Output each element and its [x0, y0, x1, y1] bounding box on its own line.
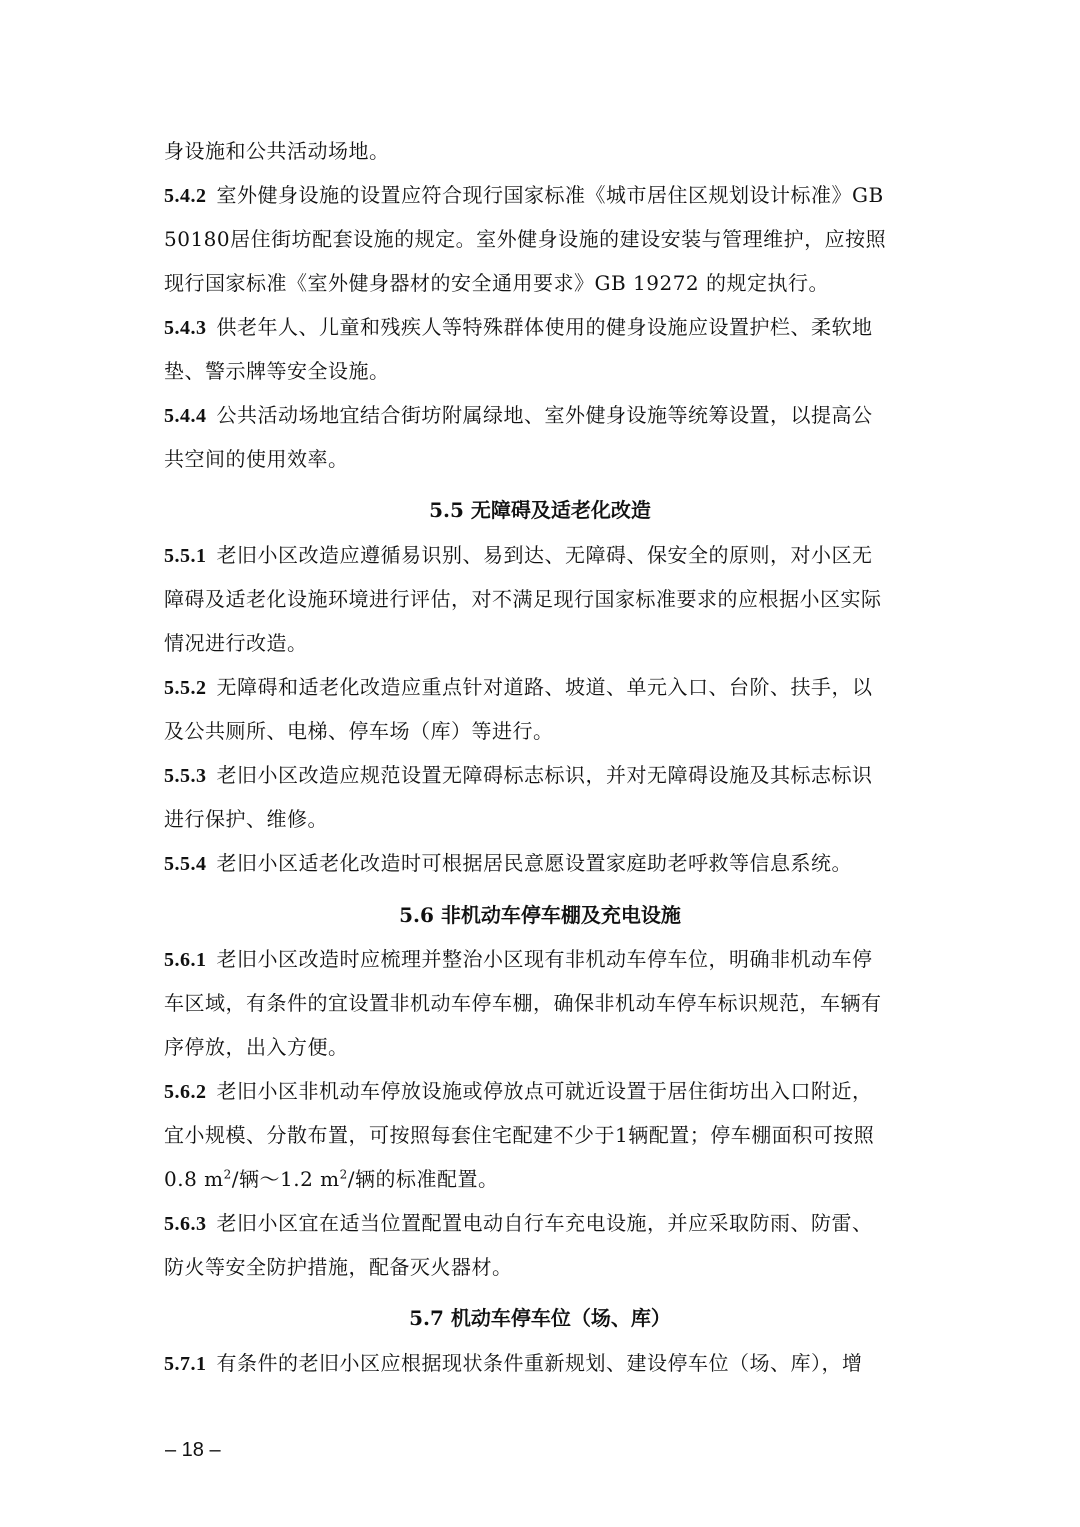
text-line: 车区域，有条件的宜设置非机动车停车棚，确保非机动车停车标识规范，车辆有	[164, 991, 882, 1015]
section-heading-5-6: 5.6 非机动车停车棚及充电设施	[399, 903, 681, 927]
clause-number: 5.6.2	[164, 1081, 207, 1103]
clause-5-6-2: 5.6.2 老旧小区非机动车停放设施或停放点可就近设置于居住街坊出入口附近，	[164, 1079, 873, 1103]
clause-5-7-1: 5.7.1 有条件的老旧小区应根据现状条件重新规划、建设停车位（场、库），增	[164, 1351, 863, 1375]
text-line: 序停放，出入方便。	[164, 1035, 349, 1059]
clause-number: 5.4.3	[164, 317, 207, 339]
clause-5-4-3: 5.4.3 供老年人、儿童和残疾人等特殊群体使用的健身设施应设置护栏、柔软地	[164, 315, 873, 339]
clause-5-6-1: 5.6.1 老旧小区改造时应梳理并整治小区现有非机动车停车位，明确非机动车停	[164, 947, 873, 971]
clause-5-5-2: 5.5.2 无障碍和适老化改造应重点针对道路、坡道、单元入口、台阶、扶手，以	[164, 675, 873, 699]
clause-5-5-3: 5.5.3 老旧小区改造应规范设置无障碍标志标识，并对无障碍设施及其标志标识	[164, 763, 873, 787]
clause-number: 5.7.1	[164, 1353, 207, 1375]
clause-5-4-2: 5.4.2 室外健身设施的设置应符合现行国家标准《城市居住区规划设计标准》GB	[164, 183, 884, 207]
page-number: – 18 –	[165, 1439, 221, 1461]
clause-number: 5.4.2	[164, 185, 207, 207]
text-line: 障碍及适老化设施环境进行评估，对不满足现行国家标准要求的应根据小区实际	[164, 587, 882, 611]
clause-number: 5.5.4	[164, 853, 207, 875]
text-line: 共空间的使用效率。	[164, 447, 349, 471]
clause-5-4-4: 5.4.4 公共活动场地宜结合街坊附属绿地、室外健身设施等统筹设置，以提高公	[164, 403, 873, 427]
text-line: 垫、警示牌等安全设施。	[164, 359, 390, 383]
text-line: 现行国家标准《室外健身器材的安全通用要求》GB 19272 的规定执行。	[164, 271, 830, 295]
clause-number: 5.5.1	[164, 545, 207, 567]
clause-5-5-1: 5.5.1 老旧小区改造应遵循易识别、易到达、无障碍、保安全的原则，对小区无	[164, 543, 873, 567]
text-line: 宜小规模、分散布置，可按照每套住宅配建不少于1辆配置；停车棚面积可按照	[164, 1123, 875, 1147]
clause-number: 5.6.3	[164, 1213, 207, 1235]
clause-number: 5.4.4	[164, 405, 207, 427]
text-line: 情况进行改造。	[164, 631, 308, 655]
text-line: 50180居住街坊配套设施的规定。室外健身设施的建设安装与管理维护，应按照	[164, 227, 887, 251]
clause-5-6-3: 5.6.3 老旧小区宜在适当位置配置电动自行车充电设施，并应采取防雨、防雷、	[164, 1211, 873, 1235]
text-line: 身设施和公共活动场地。	[164, 139, 390, 163]
clause-number: 5.5.3	[164, 765, 207, 787]
text-line: 防火等安全防护措施，配备灭火器材。	[164, 1255, 513, 1279]
clause-5-5-4: 5.5.4 老旧小区适老化改造时可根据居民意愿设置家庭助老呼救等信息系统。	[164, 851, 852, 875]
text-line: 0.8 $m^2/$辆～1.2 $m^2/$辆的标准配置。	[164, 1167, 499, 1191]
clause-number: 5.5.2	[164, 677, 207, 699]
text-line: 进行保护、维修。	[164, 807, 328, 831]
clause-number: 5.6.1	[164, 949, 207, 971]
section-heading-5-7: 5.7 机动车停车位（场、库）	[409, 1306, 671, 1330]
text-line: 及公共厕所、电梯、停车场（库）等进行。	[164, 719, 554, 743]
section-heading-5-5: 5.5 无障碍及适老化改造	[429, 498, 651, 522]
